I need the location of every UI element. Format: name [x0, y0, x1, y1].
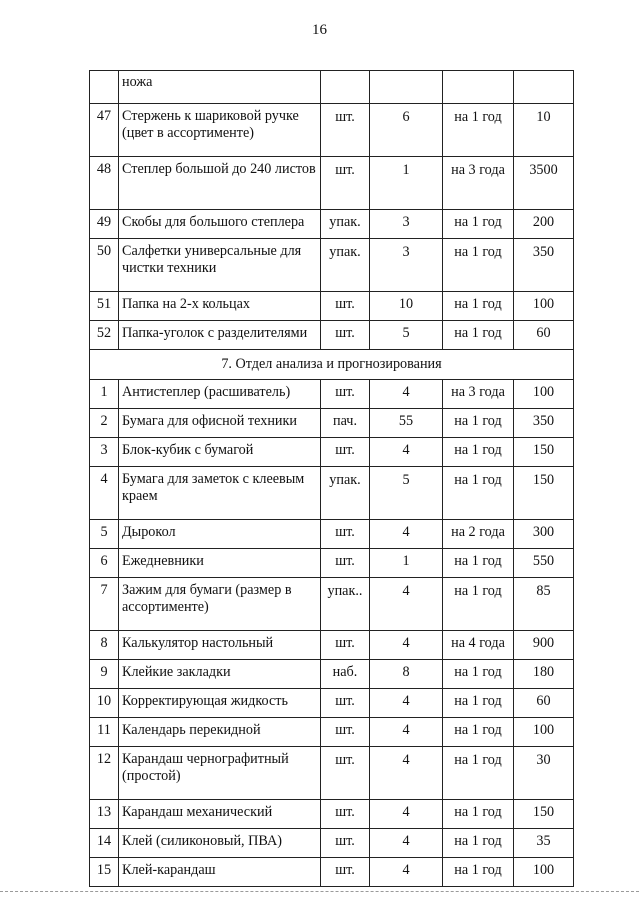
- item-name: Стержень к шариковой ручке (цвет в ассортименте): [119, 104, 321, 157]
- item-quantity: 1: [370, 549, 443, 578]
- item-price: 150: [514, 800, 574, 829]
- item-name: Салфетки универсальные для чистки техники: [119, 239, 321, 292]
- item-price: 85: [514, 578, 574, 631]
- item-price: 900: [514, 631, 574, 660]
- table-row: [90, 438, 574, 467]
- item-name: Степлер большой до 240 листов: [119, 157, 321, 210]
- item-quantity: 4: [370, 829, 443, 858]
- item-quantity: 5: [370, 321, 443, 350]
- table-row: [90, 157, 574, 210]
- item-period: на 1 год: [443, 292, 514, 321]
- item-unit: наб.: [321, 660, 370, 689]
- row-number: 4: [90, 467, 119, 520]
- item-quantity: 1: [370, 157, 443, 210]
- item-period: на 1 год: [443, 549, 514, 578]
- item-name: ножа: [119, 71, 321, 104]
- item-unit: шт.: [321, 718, 370, 747]
- item-unit: шт.: [321, 549, 370, 578]
- item-period: на 1 год: [443, 409, 514, 438]
- item-unit: шт.: [321, 520, 370, 549]
- item-unit: упак.: [321, 467, 370, 520]
- item-quantity: 4: [370, 800, 443, 829]
- row-number: 3: [90, 438, 119, 467]
- item-name: Клей (силиконовый, ПВА): [119, 829, 321, 858]
- item-period: на 2 года: [443, 520, 514, 549]
- table-row: [90, 292, 574, 321]
- table-row: [90, 104, 574, 157]
- item-quantity: 6: [370, 104, 443, 157]
- item-unit: шт.: [321, 104, 370, 157]
- item-period: на 1 год: [443, 660, 514, 689]
- table-row: [90, 800, 574, 829]
- item-name: Блок-кубик с бумагой: [119, 438, 321, 467]
- item-period: на 1 год: [443, 467, 514, 520]
- item-name: Дырокол: [119, 520, 321, 549]
- table-row: [90, 631, 574, 660]
- row-number: 7: [90, 578, 119, 631]
- table-row: [90, 829, 574, 858]
- item-period: [443, 71, 514, 104]
- row-number: 51: [90, 292, 119, 321]
- item-period: на 3 года: [443, 380, 514, 409]
- row-number: 1: [90, 380, 119, 409]
- item-quantity: 55: [370, 409, 443, 438]
- item-unit: шт.: [321, 800, 370, 829]
- item-price: 350: [514, 409, 574, 438]
- item-quantity: 4: [370, 718, 443, 747]
- item-period: на 4 года: [443, 631, 514, 660]
- item-name: Папка на 2-х кольцах: [119, 292, 321, 321]
- item-unit: шт.: [321, 380, 370, 409]
- item-name: Зажим для бумаги (размер в ассортименте): [119, 578, 321, 631]
- item-name: Карандаш чернографитный (простой): [119, 747, 321, 800]
- table-row: [90, 467, 574, 520]
- item-quantity: 4: [370, 858, 443, 887]
- item-price: 150: [514, 438, 574, 467]
- item-price: 100: [514, 380, 574, 409]
- item-name: Папка-уголок с разделителями: [119, 321, 321, 350]
- item-name: Календарь перекидной: [119, 718, 321, 747]
- item-period: на 1 год: [443, 718, 514, 747]
- page-bottom-divider: [0, 891, 639, 892]
- item-name: Бумага для заметок с клеевым краем: [119, 467, 321, 520]
- item-price: 100: [514, 718, 574, 747]
- item-unit: упак..: [321, 578, 370, 631]
- item-unit: шт.: [321, 321, 370, 350]
- table-row: [90, 409, 574, 438]
- item-period: на 1 год: [443, 800, 514, 829]
- row-number: 48: [90, 157, 119, 210]
- item-price: 200: [514, 210, 574, 239]
- item-period: на 1 год: [443, 104, 514, 157]
- row-number: 52: [90, 321, 119, 350]
- row-number: 49: [90, 210, 119, 239]
- item-price: 350: [514, 239, 574, 292]
- item-price: 150: [514, 467, 574, 520]
- table-row: [90, 520, 574, 549]
- item-price: 60: [514, 689, 574, 718]
- item-period: на 1 год: [443, 210, 514, 239]
- table-row: [90, 239, 574, 292]
- table-row: [90, 747, 574, 800]
- row-number: 13: [90, 800, 119, 829]
- table-row: [90, 660, 574, 689]
- table-row: [90, 718, 574, 747]
- item-price: 550: [514, 549, 574, 578]
- item-name: Бумага для офисной техники: [119, 409, 321, 438]
- item-unit: шт.: [321, 858, 370, 887]
- row-number: 50: [90, 239, 119, 292]
- item-quantity: 4: [370, 438, 443, 467]
- item-price: 60: [514, 321, 574, 350]
- item-quantity: 4: [370, 578, 443, 631]
- item-unit: шт.: [321, 157, 370, 210]
- item-name: Калькулятор настольный: [119, 631, 321, 660]
- page-number: 16: [312, 22, 327, 38]
- item-period: на 1 год: [443, 829, 514, 858]
- item-unit: шт.: [321, 689, 370, 718]
- item-price: 35: [514, 829, 574, 858]
- item-unit: пач.: [321, 409, 370, 438]
- item-price: 300: [514, 520, 574, 549]
- row-number: 47: [90, 104, 119, 157]
- table-row: [90, 578, 574, 631]
- item-quantity: 4: [370, 380, 443, 409]
- row-number: 15: [90, 858, 119, 887]
- row-number: 11: [90, 718, 119, 747]
- row-number: 9: [90, 660, 119, 689]
- item-unit: шт.: [321, 631, 370, 660]
- item-price: 30: [514, 747, 574, 800]
- item-quantity: 5: [370, 467, 443, 520]
- table-row: [90, 858, 574, 887]
- row-number: 6: [90, 549, 119, 578]
- item-quantity: 4: [370, 689, 443, 718]
- item-quantity: 4: [370, 520, 443, 549]
- item-price: [514, 71, 574, 104]
- item-unit: упак.: [321, 210, 370, 239]
- item-period: на 1 год: [443, 239, 514, 292]
- item-period: на 3 года: [443, 157, 514, 210]
- item-price: 10: [514, 104, 574, 157]
- item-period: на 1 год: [443, 689, 514, 718]
- item-period: на 1 год: [443, 858, 514, 887]
- item-unit: шт.: [321, 292, 370, 321]
- item-name: Клей-карандаш: [119, 858, 321, 887]
- item-price: 100: [514, 858, 574, 887]
- row-number: [90, 71, 119, 104]
- item-price: 180: [514, 660, 574, 689]
- table-row: [90, 380, 574, 409]
- item-name: Корректирующая жидкость: [119, 689, 321, 718]
- item-name: Скобы для большого степлера: [119, 210, 321, 239]
- item-quantity: 3: [370, 239, 443, 292]
- supplies-table: [89, 70, 574, 887]
- item-unit: упак.: [321, 239, 370, 292]
- table-row: [90, 71, 574, 104]
- table-row: [90, 689, 574, 718]
- item-quantity: 4: [370, 747, 443, 800]
- item-name: Клейкие закладки: [119, 660, 321, 689]
- item-unit: шт.: [321, 829, 370, 858]
- item-unit: шт.: [321, 438, 370, 467]
- item-name: Ежедневники: [119, 549, 321, 578]
- table-row: [90, 321, 574, 350]
- section-title: 7. Отдел анализа и прогнозирования: [90, 350, 574, 380]
- row-number: 8: [90, 631, 119, 660]
- row-number: 5: [90, 520, 119, 549]
- item-unit: [321, 71, 370, 104]
- item-period: на 1 год: [443, 438, 514, 467]
- item-quantity: 4: [370, 631, 443, 660]
- row-number: 2: [90, 409, 119, 438]
- item-name: Карандаш механический: [119, 800, 321, 829]
- section-header-row: [90, 350, 574, 380]
- item-quantity: 10: [370, 292, 443, 321]
- item-unit: шт.: [321, 747, 370, 800]
- item-period: на 1 год: [443, 578, 514, 631]
- row-number: 12: [90, 747, 119, 800]
- item-price: 100: [514, 292, 574, 321]
- table-row: [90, 549, 574, 578]
- item-price: 3500: [514, 157, 574, 210]
- item-period: на 1 год: [443, 321, 514, 350]
- table-row: [90, 210, 574, 239]
- row-number: 14: [90, 829, 119, 858]
- item-name: Антистеплер (расшиватель): [119, 380, 321, 409]
- item-quantity: 8: [370, 660, 443, 689]
- row-number: 10: [90, 689, 119, 718]
- item-period: на 1 год: [443, 747, 514, 800]
- item-quantity: [370, 71, 443, 104]
- item-quantity: 3: [370, 210, 443, 239]
